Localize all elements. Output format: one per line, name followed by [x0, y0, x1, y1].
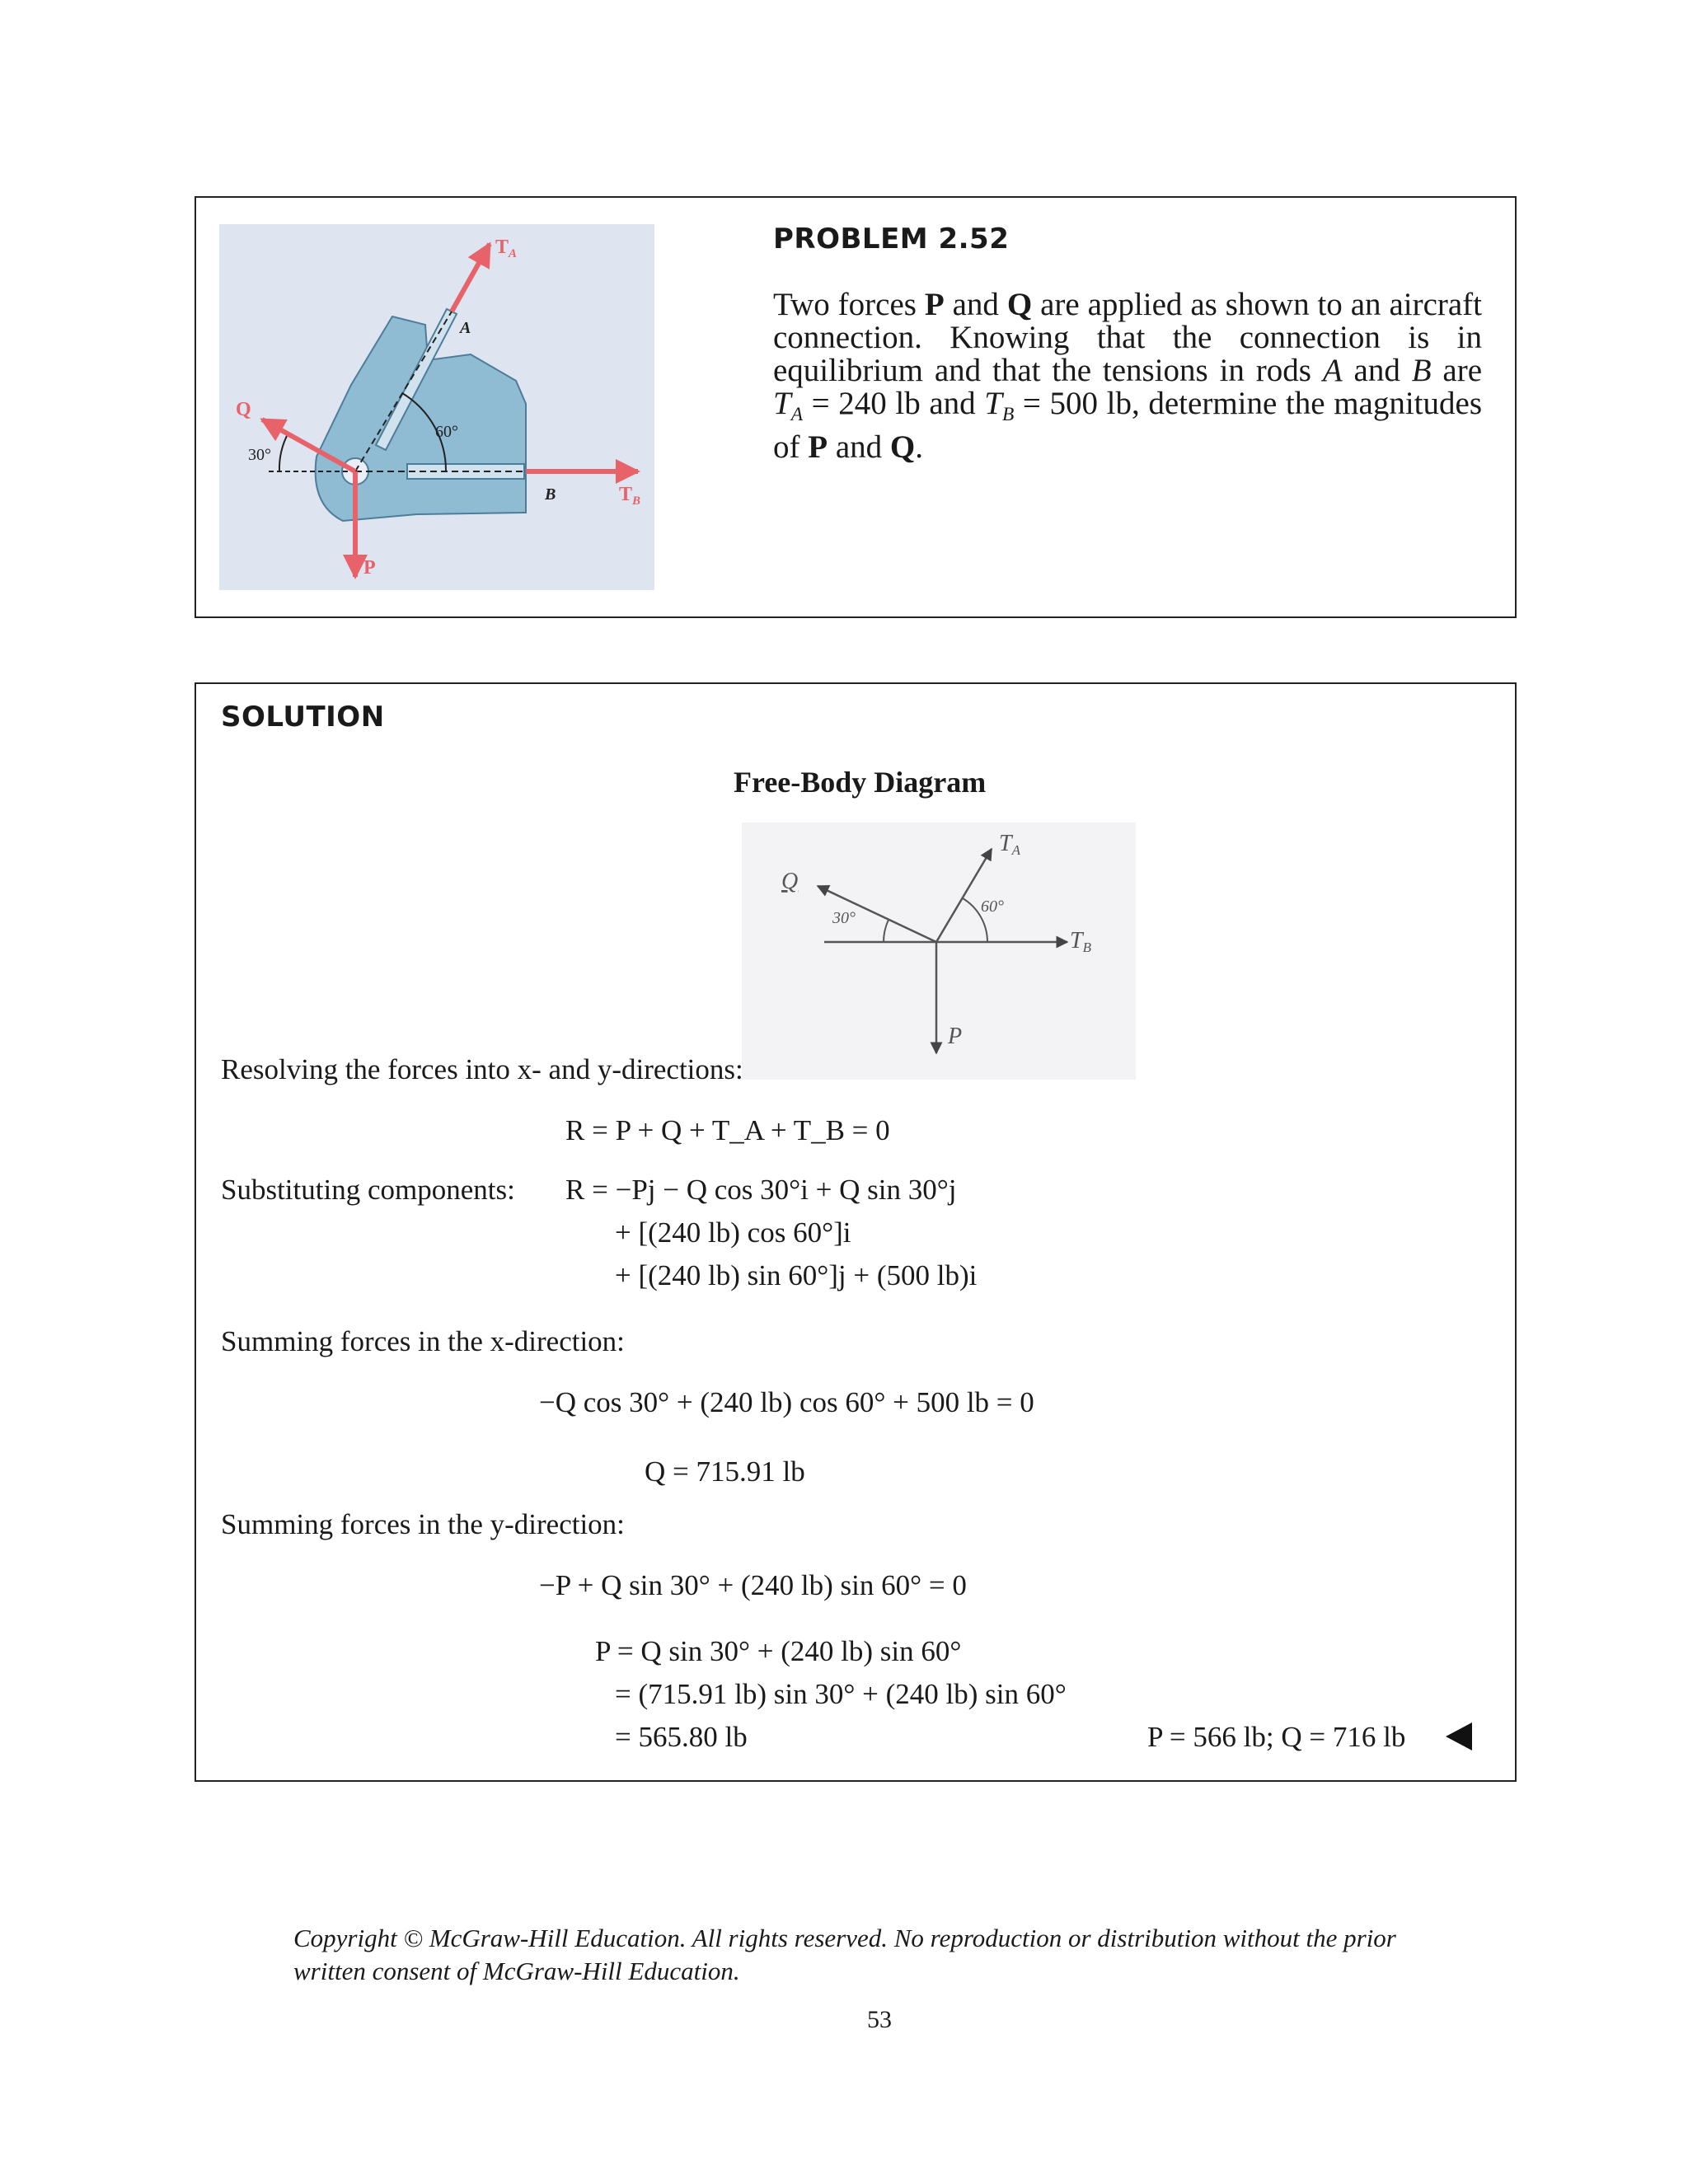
label-p: P [363, 557, 376, 579]
equation-7: = (715.91 lb) sin 30° + (240 lb) sin 60° [615, 1678, 1067, 1710]
page-number: 53 [867, 2006, 892, 2033]
equation-5: −P + Q sin 30° + (240 lb) sin 60° = 0 [539, 1569, 967, 1601]
label-q: Q [236, 399, 251, 420]
problem-statement: Two forces P and Q are applied as shown to an aircraft connection. Knowing that the connection is in equilibrium and that the tensions in rods A and B are $T_A = 240$ lb and $T_B = 500$ lb, determine the magnitudes of P and Q. [773, 287, 1483, 466]
final-answer: P = 566 lb; Q = 716 lb [1147, 1721, 1406, 1753]
label-b: B [545, 485, 556, 504]
free-body-diagram [742, 823, 1136, 1080]
fbd-label-ta: TA [999, 831, 1020, 858]
fbd-label-p: P [948, 1024, 963, 1049]
equation-3: −Q cos 30° + (240 lb) cos 60° + 500 lb = 0 [539, 1386, 1034, 1418]
label-a: A [460, 319, 471, 337]
label-tb: $T_B$ [619, 484, 641, 508]
problem-figure [219, 224, 654, 590]
problem-title: PROBLEM 2.52 [773, 223, 1010, 255]
solution-title: SOLUTION [221, 701, 385, 733]
resolving-text: Resolving the forces into x- and y-directions: [221, 1053, 743, 1085]
copyright-notice: Copyright © McGraw-Hill Education. All rights reserved. No reproduction or distribution without the prior written consent of McGraw-Hill Education. [293, 1924, 1396, 1985]
substituting-text: Substituting components: [221, 1174, 515, 1206]
equation-8: = 565.80 lb [615, 1721, 748, 1753]
solution-box [195, 682, 1517, 1782]
fbd-title: Free-Body Diagram [734, 766, 987, 799]
equation-2-line-1: R = −Pj − Q cos 30°i + Q sin 30°j [565, 1174, 957, 1206]
fbd-label-q: Q [781, 869, 799, 894]
sum-x-text: Summing forces in the x-direction: [221, 1325, 625, 1357]
fbd-label-tb: TB [1070, 928, 1091, 955]
sum-y-text: Summing forces in the y-direction: [221, 1508, 625, 1540]
equation-4: Q = 715.91 lb [645, 1455, 805, 1488]
equation-1: R = P + Q + T_A + T_B = 0 [565, 1114, 890, 1146]
equation-2-line-2: + [(240 lb) cos 60°]i [615, 1216, 851, 1249]
equation-2-line-3: + [(240 lb) sin 60°]j + (500 lb)i [615, 1259, 978, 1291]
label-ta: $T_A$ [495, 237, 518, 260]
problem-box [195, 196, 1517, 618]
fbd-label-30: 30° [832, 909, 856, 927]
answer-marker-icon [1446, 1721, 1474, 1752]
label-30: 30° [248, 446, 271, 464]
fbd-label-60: 60° [981, 898, 1004, 916]
label-60: 60° [435, 423, 458, 441]
equation-6: P = Q sin 30° + (240 lb) sin 60° [595, 1635, 962, 1667]
